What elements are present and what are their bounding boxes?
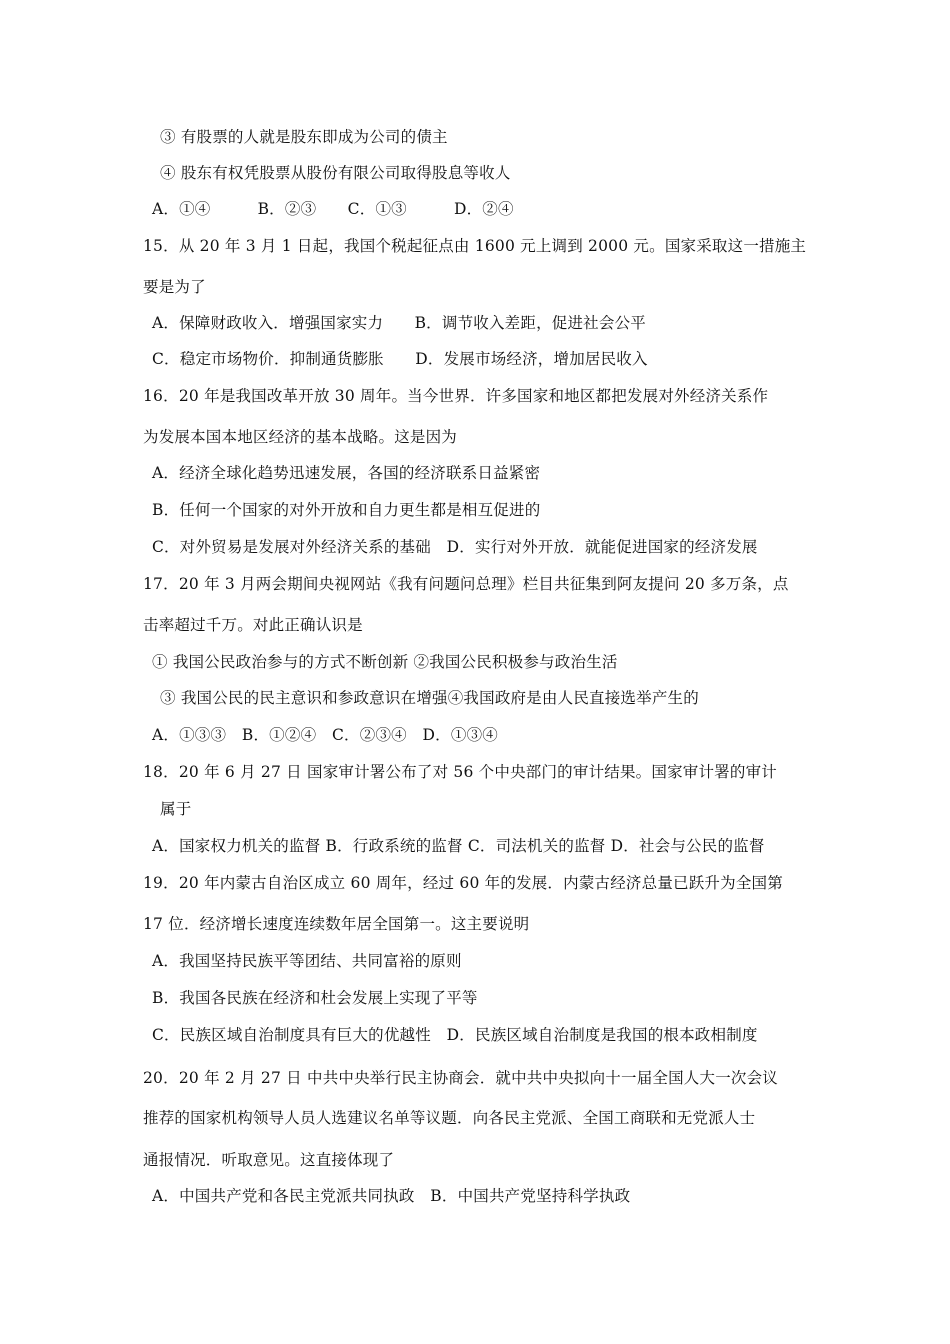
statements-17-12: ① 我国公民政治参与的方式不断创新 ②我国公民积极参与政治生活: [152, 653, 618, 671]
answer-choices-15-cd: C．稳定市场物价．抑制通货膨胀 D．发展市场经济，增加居民收入: [152, 350, 648, 368]
question-19-cont: 17 位．经济增长速度连续数年居全国第一。这主要说明: [143, 915, 530, 933]
answer-choices-15-ab: A．保障财政收入．增强国家实力 B．调节收入差距，促进社会公平: [152, 314, 646, 332]
question-15-cont: 要是为了: [143, 278, 206, 296]
option-line-3: ③ 有股票的人就是股东即成为公司的债主: [160, 128, 448, 146]
question-20-cont-2: 通报情况．听取意见。这直接体现了: [143, 1151, 395, 1169]
question-20: 20．20 年 2 月 27 日 中共中央举行民主协商会．就中共中央拟向十一届全国人大一次会议: [143, 1069, 778, 1087]
answer-19-a: A．我国坚持民族平等团结、共同富裕的原则: [152, 952, 462, 970]
answer-20-ab: A．中国共产党和各民主党派共同执政 B．中国共产党坚持科学执政: [152, 1187, 631, 1205]
question-18-cont: 属于: [160, 800, 192, 818]
statements-17-34: ③ 我国公民的民主意识和参政意识在增强④我国政府是由人民直接选举产生的: [160, 689, 699, 707]
question-19: 19．20 年内蒙古自治区成立 60 周年，经过 60 年的发展．内蒙古经济总量已跃升为全国第: [143, 874, 783, 892]
answer-choices-18: A．国家权力机关的监督 B．行政系统的监督 C．司法机关的监督 D．社会与公民的监督: [152, 837, 765, 855]
question-18: 18．20 年 6 月 27 日 国家审计署公布了对 56 个中央部门的审计结果。国家审计署的审计: [143, 763, 777, 781]
question-20-cont-1: 推荐的国家机构领导人员人选建议名单等议题．向各民主党派、全国工商联和无党派人士: [143, 1109, 756, 1127]
question-16: 16．20 年是我国改革开放 30 周年。当今世界．许多国家和地区都把发展对外经济关系作: [143, 387, 769, 405]
question-16-cont: 为发展本国本地区经济的基本战略。这是因为: [143, 428, 458, 446]
answer-16-cd: C．对外贸易是发展对外经济关系的基础 D．实行对外开放．就能促进国家的经济发展: [152, 538, 758, 556]
answer-19-b: B．我国各民族在经济和杜会发展上实现了平等: [152, 989, 478, 1007]
question-17: 17．20 年 3 月两会期间央视网站《我有问题问总理》栏目共征集到阿友提问 20 多万条，点: [143, 575, 789, 593]
answer-16-b: B．任何一个国家的对外开放和自力更生都是相互促进的: [152, 501, 541, 519]
question-17-cont: 击率超过千万。对此正确认识是: [143, 616, 363, 634]
answer-choices-14: A．①④ B．②③ C．①③ D．②④: [152, 200, 514, 218]
answer-choices-17: A．①③③ B．①②④ C．②③④ D．①③④: [152, 726, 498, 744]
answer-19-cd: C．民族区域自治制度具有巨大的优越性 D．民族区域自治制度是我国的根本政相制度: [152, 1026, 758, 1044]
question-15: 15．从 20 年 3 月 1 日起，我国个税起征点由 1600 元上调到 2000 元。国家采取这一措施主: [143, 237, 807, 255]
option-line-4: ④ 股东有权凭股票从股份有限公司取得股息等收人: [160, 164, 511, 182]
answer-16-a: A．经济全球化趋势迅速发展，各国的经济联系日益紧密: [152, 464, 541, 482]
